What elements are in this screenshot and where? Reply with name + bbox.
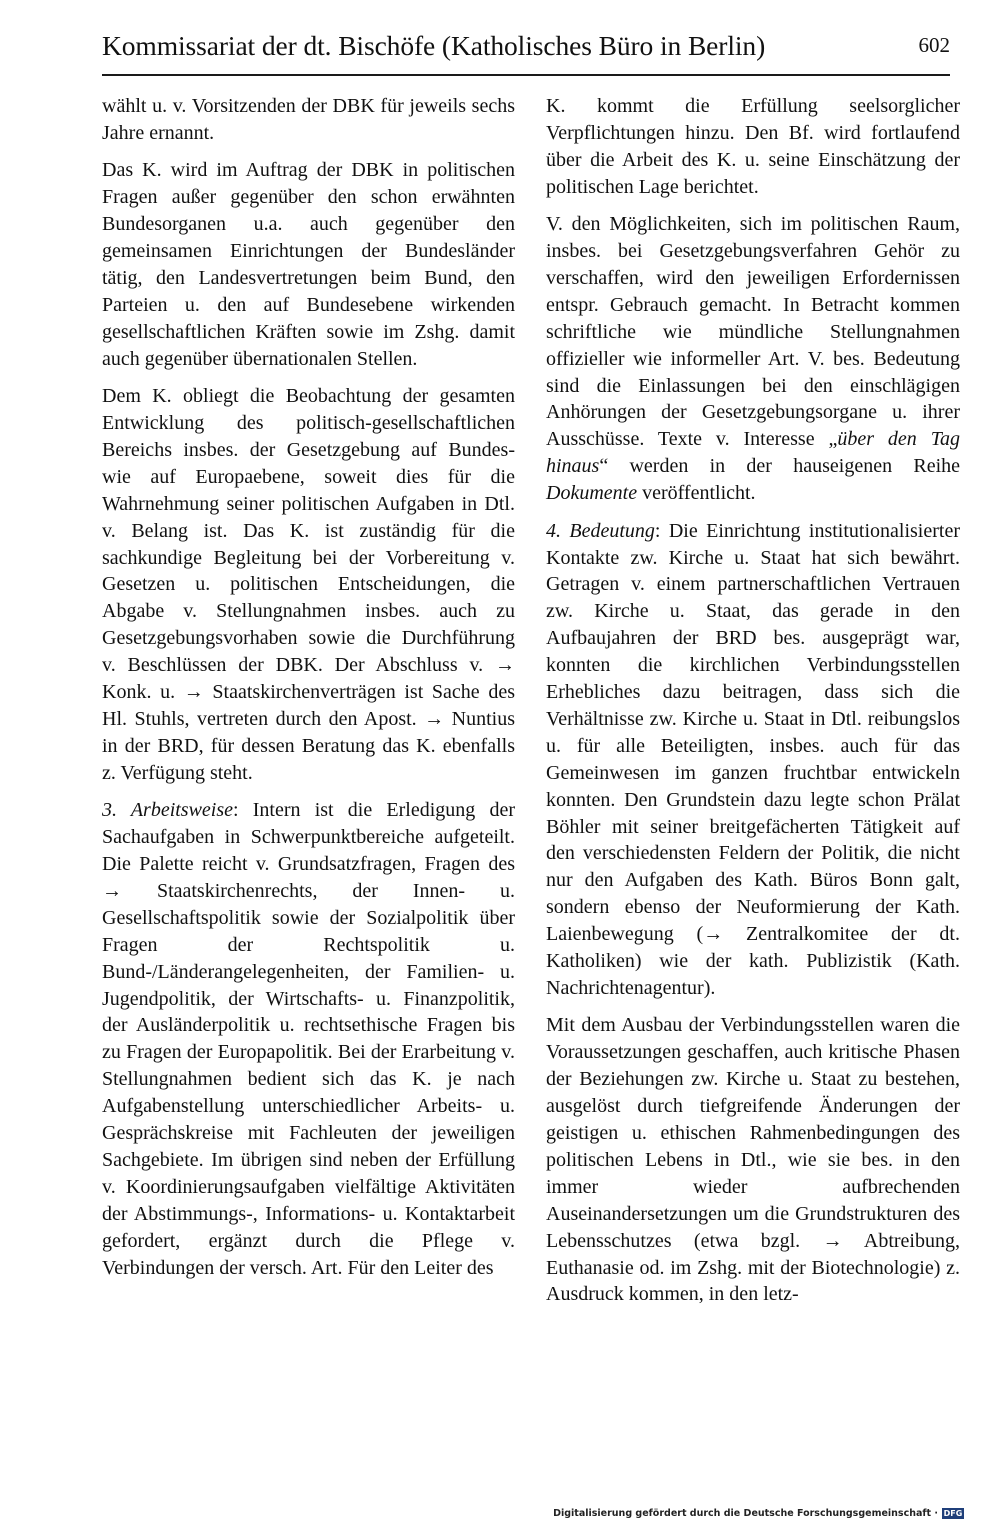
paragraph-text: : Die Einrichtung institutionalisierter Kontakte zw. Kirche u. Staat hat sich bewährt. Getragen v. einem partnerschaftlichen Vertrauen zw. Kirche u. Staat, das gerade in den Aufbaujahren der BRD bes. ausgeprägt war, konnten die kirchlichen Verbindungsstellen Erhebliches dazu beitragen, dass sich die Verhältnisse zw. Kirche u. Staat in Dtl. reibungslos u. für alle Beteiligten, insbes. auch für das Gemeinwesen im ganzen fruchtbar entwickeln konnten. Den Grundstein dazu legte schon Prälat Böhler mit seiner breitgefächerten Tätigkeit auf den verschiedensten Feldern der Politik, die nicht nur den Aufgaben des Kath. Büros Bonn galt, sondern ebenso der Neuformierung der Kath. Laienbewegung (→ Zentralkomitee der dt. Katholiken) wie der kath. Publizistik (Kath. Nachrichtenagentur). — [546, 519, 960, 999]
running-title: Kommissariat der dt. Bischöfe (Katholisches Büro in Berlin) — [102, 30, 766, 61]
paragraph: Dem K. obliegt die Beobachtung der gesamten Entwicklung des politisch-gesellschaftlichen Bereichs insbes. der Gesetzgebung auf Bundes- wie auf Europaebene, soweit dies für die Wahrnehmung seiner politischen Aufgaben in Dtl. v. Belang ist. Das K. ist zuständig für die sachkundige Begleitung bei der Vorbereitung v. Gesetzen u. politischen Entscheidungen, die Abgabe v. Stellungnahmen insbes. auch zu Gesetzgebungsvorhaben sowie die Durchführung v. Beschlüssen der DBK. Der Abschluss v. → Konk. u. → Staatskirchenverträgen ist Sache des Hl. Stuhls, vertreten durch den Apost. → Nuntius in der BRD, für dessen Beratung das K. ebenfalls z. Verfügung steht. — [102, 385, 515, 784]
paragraph-arbeitsweise — [102, 797, 515, 1281]
paragraph-text: veröffentlicht. — [637, 482, 756, 505]
section-heading: 4. Bedeutung — [546, 519, 655, 542]
paragraph-text: V. den Möglichkeiten, sich im politischen Raum, insbes. bei Gesetzgebungsverfahren Gehör zu verschaffen, wird den jeweiligen Erfordernissen entspr. Gebrauch gemacht. In Betracht kommen schriftliche wie mündliche Stellungnahmen offizieller wie informeller Art. V. bes. Bedeutung sind die Einlassungen bei den einschlägigen Anhörungen der Gesetzgebungsorgane u. ihrer Ausschüsse. Texte v. Interesse „ — [546, 213, 960, 451]
page-number: 602 — [918, 33, 950, 57]
paragraph-text: : Intern ist die Erledigung der Sachaufgaben in Schwerpunktbereiche aufgeteilt. Die Palette reicht v. Grundsatzfragen, Fragen des → Staatskirchenrechts, der Innen- u. Gesellschaftspolitik sowie der Sozialpolitik über Fragen der Rechtspolitik u. Bund-/Länderangelegenheiten, der Familien- u. Jugendpolitik, der Wirtschafts- u. Finanzpolitik, der Ausländerpolitik u. rechtsethische Fragen bis zu Fragen der Europapolitik. Bei der Erarbeitung v. Stellungnahmen bedient sich das K. je nach Aufgabenstellung unterschiedlicher Arbeits- u. Gesprächskreise mit Fachleuten der jeweiligen Sachgebiete. Im übrigen sind neben der Erfüllung v. Koordinierungsaufgaben vielfältige Aktivitäten der Abstimmungs-, Informations- u. Kontaktarbeit gefordert, ergänzt durch die Pflege v. Verbindungen der versch. Art. Für den Leiter des — [102, 799, 515, 1279]
quote-text: über den Tag hinaus — [546, 428, 960, 478]
paragraph-text: “ werden in der hauseigenen Reihe — [599, 455, 960, 478]
page-header — [102, 22, 950, 76]
paragraph: Mit dem Ausbau der Verbindungsstellen waren die Voraussetzungen geschaffen, auch kritische Phasen der Beziehungen zw. Kirche u. Staat zu bestehen, ausgelöst durch tiefgreifende Änderungen der geistigen u. ethischen Rahmenbedingungen des politischen Lebens in Dtl., wie sie bes. in den immer wieder aufbrechenden Auseinandersetzungen um die Grundstrukturen des Lebensschutzes (etwa bzgl. → Abtreibung, Euthanasie od. im Zshg. mit der Biotechnologie) z. Ausdruck kommen, in den letz- — [546, 1014, 960, 1306]
series-title: Dokumente — [546, 482, 638, 505]
paragraph: wählt u. v. Vorsitzenden der DBK für jeweils sechs Jahre ernannt. — [102, 95, 515, 144]
left-column — [102, 93, 515, 1281]
paragraph-bedeutung — [546, 518, 960, 1002]
paragraph: Das K. wird im Auftrag der DBK in politischen Fragen außer gegenüber den schon erwähnten Bundesorganen u.a. auch gegenüber den gemeinsamen Einrichtungen der Bundesländer tätig, den Landesvertretungen beim Bund, den Parteien u. den auf Bundesebene wirkenden gesellschaftlichen Kräften sowie im Zshg. damit auch gegenüber übernationalen Stellen. — [102, 159, 515, 370]
dfg-logo: DFG — [943, 1509, 963, 1518]
credit-text: Digitalisierung gefördert durch die Deutsche Forschungsgemeinschaft · — [553, 1508, 938, 1519]
paragraph: K. kommt die Erfüllung seelsorglicher Verpflichtungen hinzu. Den Bf. wird fortlaufend über die Arbeit des K. u. seine Einschätzung der politischen Lage berichtet. — [546, 95, 960, 198]
right-column — [546, 93, 960, 1308]
section-heading: 3. Arbeitsweise — [102, 799, 234, 822]
paragraph-stellungnahmen — [546, 211, 960, 507]
digitization-credit — [553, 1508, 964, 1519]
